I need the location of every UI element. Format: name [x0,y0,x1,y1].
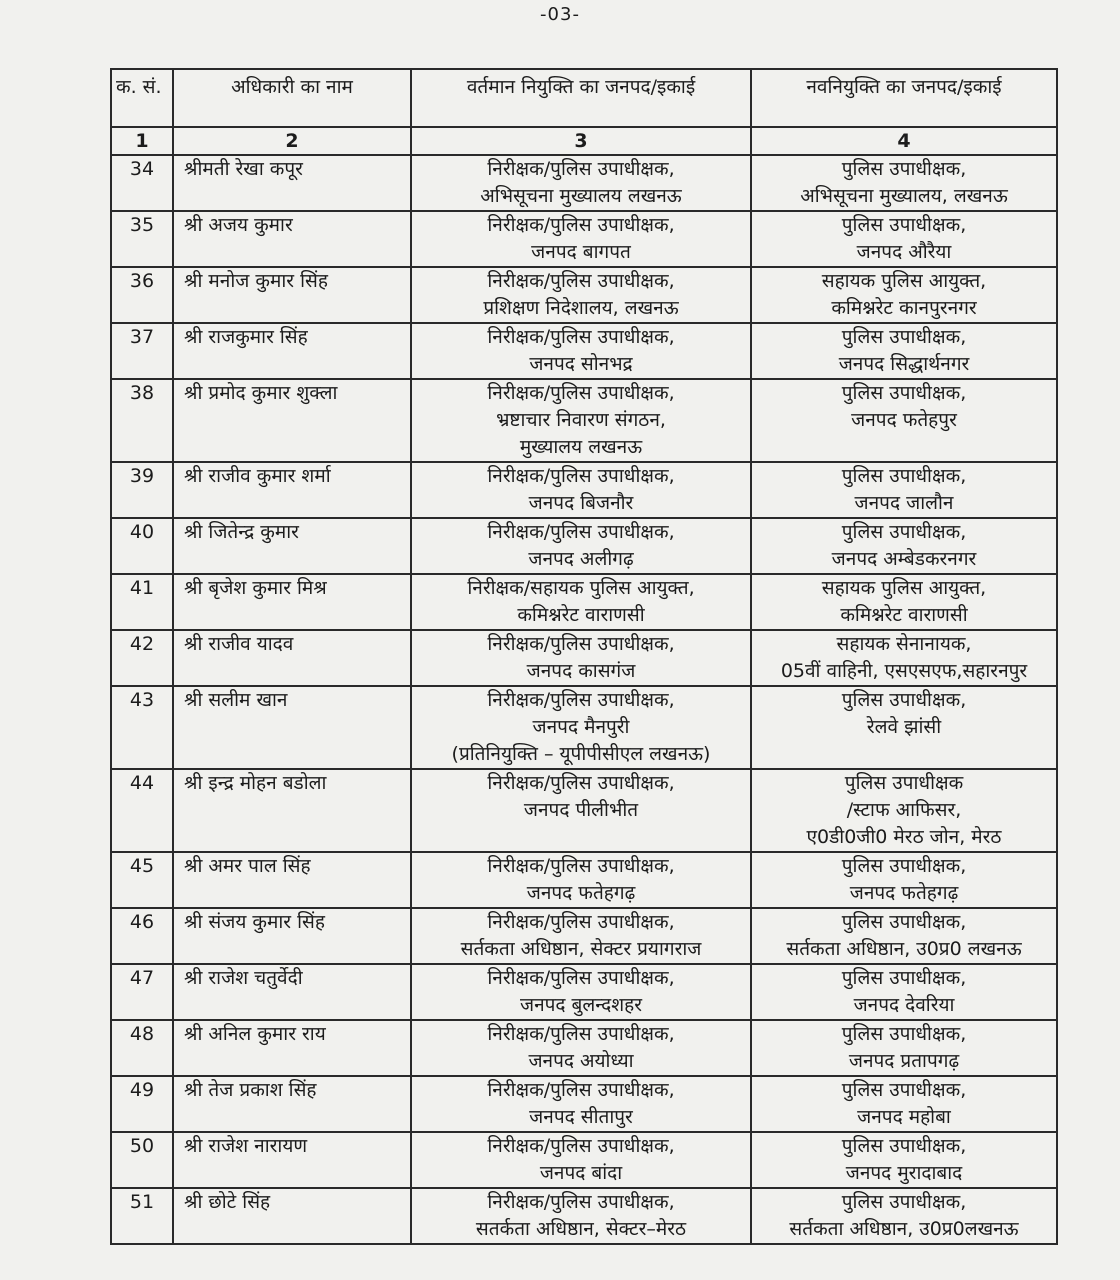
serial-number-cell: 51 [111,1188,173,1244]
current-posting-line: सतर्कता अधिष्ठान, सेक्टर–मेरठ [475,1218,687,1240]
column-number-row [111,127,1057,155]
new-posting-cell [751,1132,1057,1188]
new-posting-line: पुलिस उपाधीक्षक [844,772,964,794]
current-posting-cell [411,518,751,574]
officer-name-cell: श्री छोटे सिंह [173,1188,411,1244]
current-posting-cell [411,630,751,686]
header-serial-number: क. सं. [111,69,173,127]
table-row [111,908,1057,964]
new-posting-line: जनपद अम्बेडकरनगर [831,548,977,570]
new-posting-line: जनपद फतेहगढ़ [849,882,959,904]
current-posting-cell [411,686,751,769]
current-posting-line: सर्तकता अधिष्ठान, सेक्टर प्रयागराज [460,938,702,960]
current-posting-cell [411,769,751,852]
officer-name-cell: श्री राजीव कुमार शर्मा [173,462,411,518]
new-posting-cell [751,630,1057,686]
new-posting-line: सहायक सेनानायक, [836,633,972,655]
serial-number-cell: 43 [111,686,173,769]
new-posting-line: सर्तकता अधिष्ठान, उ0प्र0लखनऊ [789,1218,1019,1240]
serial-number-cell: 35 [111,211,173,267]
new-posting-line: पुलिस उपाधीक्षक, [841,521,967,543]
officer-name-cell: श्री राजकुमार सिंह [173,323,411,379]
serial-number-cell: 39 [111,462,173,518]
current-posting-line: जनपद अलीगढ़ [528,548,634,570]
new-posting-line: पुलिस उपाधीक्षक, [841,214,967,236]
current-posting-line: जनपद बिजनौर [528,492,634,514]
new-posting-cell [751,1020,1057,1076]
new-posting-cell [751,323,1057,379]
header-new-posting: नवनियुक्ति का जनपद/इकाई [751,69,1057,127]
new-posting-line: पुलिस उपाधीक्षक, [841,855,967,877]
current-posting-cell [411,1132,751,1188]
table-row [111,155,1057,211]
new-posting-line: पुलिस उपाधीक्षक, [841,1079,967,1101]
current-posting-cell [411,323,751,379]
new-posting-line: पुलिस उपाधीक्षक, [841,967,967,989]
current-posting-line: निरीक्षक/पुलिस उपाधीक्षक, [487,158,675,180]
current-posting-line: निरीक्षक/पुलिस उपाधीक्षक, [487,1023,675,1045]
current-posting-line: निरीक्षक/पुलिस उपाधीक्षक, [487,855,675,877]
officer-name-cell: श्री मनोज कुमार सिंह [173,267,411,323]
table-row [111,1132,1057,1188]
table-row [111,630,1057,686]
new-posting-line: जनपद सिद्धार्थनगर [838,353,970,375]
serial-number-cell: 50 [111,1132,173,1188]
new-posting-cell [751,379,1057,462]
serial-number-cell: 41 [111,574,173,630]
new-posting-line: कमिश्नरेट वाराणसी [840,604,968,626]
current-posting-line: जनपद बागपत [531,241,631,263]
new-posting-line: जनपद फतेहपुर [851,409,957,431]
serial-number-cell: 48 [111,1020,173,1076]
column-number: 4 [751,127,1057,155]
current-posting-line: निरीक्षक/पुलिस उपाधीक्षक, [487,214,675,236]
officer-name-cell: श्री जितेन्द्र कुमार [173,518,411,574]
current-posting-cell [411,574,751,630]
serial-number-cell: 47 [111,964,173,1020]
table-row [111,1188,1057,1244]
current-posting-line: कमिश्नरेट वाराणसी [517,604,645,626]
new-posting-cell [751,462,1057,518]
table-row [111,323,1057,379]
current-posting-cell [411,1076,751,1132]
new-posting-line: पुलिस उपाधीक्षक, [841,382,967,404]
current-posting-cell [411,462,751,518]
current-posting-line: निरीक्षक/पुलिस उपाधीक्षक, [487,382,675,404]
current-posting-cell [411,155,751,211]
serial-number-cell: 34 [111,155,173,211]
column-number: 3 [411,127,751,155]
current-posting-cell [411,1188,751,1244]
current-posting-line: (प्रतिनियुक्ति – यूपीपीसीएल लखनऊ) [451,743,711,765]
table-row [111,574,1057,630]
officer-name-cell: श्री अजय कुमार [173,211,411,267]
header-current-posting: वर्तमान नियुक्ति का जनपद/इकाई [411,69,751,127]
current-posting-cell [411,852,751,908]
new-posting-line: पुलिस उपाधीक्षक, [841,1023,967,1045]
page-number: -03- [540,4,580,25]
serial-number-cell: 45 [111,852,173,908]
officer-name-cell: श्री इन्द्र मोहन बडोला [173,769,411,852]
table-row [111,1076,1057,1132]
new-posting-line: सहायक पुलिस आयुक्त, [821,577,987,599]
current-posting-line: निरीक्षक/पुलिस उपाधीक्षक, [487,465,675,487]
current-posting-line: जनपद सोनभद्र [529,353,633,375]
current-posting-line: निरीक्षक/पुलिस उपाधीक्षक, [487,633,675,655]
current-posting-cell [411,211,751,267]
new-posting-line: पुलिस उपाधीक्षक, [841,158,967,180]
officer-name-cell: श्री प्रमोद कुमार शुक्ला [173,379,411,462]
officer-name-cell: श्री अनिल कुमार राय [173,1020,411,1076]
current-posting-line: निरीक्षक/सहायक पुलिस आयुक्त, [467,577,695,599]
officer-name-cell: श्री राजीव यादव [173,630,411,686]
new-posting-line: पुलिस उपाधीक्षक, [841,1135,967,1157]
new-posting-line: सर्तकता अधिष्ठान, उ0प्र0 लखनऊ [786,938,1022,960]
officer-name-cell: श्री बृजेश कुमार मिश्र [173,574,411,630]
current-posting-line: अभिसूचना मुख्यालय लखनऊ [480,185,682,207]
officer-name-cell: श्री तेज प्रकाश सिंह [173,1076,411,1132]
new-posting-line: 05वीं वाहिनी, एसएसएफ,सहारनपुर [780,660,1028,682]
table-row [111,518,1057,574]
serial-number-cell: 40 [111,518,173,574]
current-posting-line: निरीक्षक/पुलिस उपाधीक्षक, [487,772,675,794]
new-posting-line: ए0डी0जी0 मेरठ जोन, मेरठ [806,826,1002,848]
current-posting-line: निरीक्षक/पुलिस उपाधीक्षक, [487,967,675,989]
current-posting-cell [411,267,751,323]
current-posting-line: जनपद पीलीभीत [523,799,639,821]
table-row [111,267,1057,323]
new-posting-cell [751,852,1057,908]
current-posting-line: मुख्यालय लखनऊ [519,436,643,458]
table-row [111,211,1057,267]
transfer-table [110,68,1058,1245]
officer-name-cell: श्री अमर पाल सिंह [173,852,411,908]
table-row [111,964,1057,1020]
serial-number-cell: 36 [111,267,173,323]
current-posting-line: निरीक्षक/पुलिस उपाधीक्षक, [487,1079,675,1101]
new-posting-cell [751,267,1057,323]
officer-name-cell: श्री राजेश नारायण [173,1132,411,1188]
current-posting-line: जनपद कासगंज [526,660,636,682]
new-posting-cell [751,518,1057,574]
current-posting-line: जनपद मैनपुरी [532,716,630,738]
new-posting-line: जनपद देवरिया [853,994,955,1016]
new-posting-line: अभिसूचना मुख्यालय, लखनऊ [800,185,1008,207]
table-row [111,379,1057,462]
new-posting-cell [751,686,1057,769]
officer-name-cell: श्री राजेश चतुर्वेदी [173,964,411,1020]
serial-number-cell: 42 [111,630,173,686]
header-officer-name: अधिकारी का नाम [173,69,411,127]
current-posting-cell [411,1020,751,1076]
new-posting-line: जनपद मुरादाबाद [845,1162,963,1184]
table-body [111,155,1057,1244]
current-posting-line: निरीक्षक/पुलिस उपाधीक्षक, [487,689,675,711]
current-posting-line: जनपद बांदा [539,1162,623,1184]
serial-number-cell: 46 [111,908,173,964]
serial-number-cell: 44 [111,769,173,852]
current-posting-line: निरीक्षक/पुलिस उपाधीक्षक, [487,521,675,543]
serial-number-cell: 49 [111,1076,173,1132]
current-posting-line: निरीक्षक/पुलिस उपाधीक्षक, [487,1135,675,1157]
serial-number-cell: 37 [111,323,173,379]
new-posting-line: पुलिस उपाधीक्षक, [841,1191,967,1213]
new-posting-line: जनपद प्रतापगढ़ [848,1050,960,1072]
header-row [111,69,1057,127]
new-posting-line: पुलिस उपाधीक्षक, [841,465,967,487]
current-posting-cell [411,964,751,1020]
current-posting-line: निरीक्षक/पुलिस उपाधीक्षक, [487,911,675,933]
current-posting-cell [411,379,751,462]
table-row [111,769,1057,852]
new-posting-line: जनपद महोबा [857,1106,951,1128]
new-posting-cell [751,155,1057,211]
new-posting-line: पुलिस उपाधीक्षक, [841,911,967,933]
current-posting-line: जनपद सीतापुर [529,1106,633,1128]
current-posting-line: निरीक्षक/पुलिस उपाधीक्षक, [487,270,675,292]
current-posting-line: प्रशिक्षण निदेशालय, लखनऊ [483,297,679,319]
new-posting-cell [751,211,1057,267]
new-posting-line: पुलिस उपाधीक्षक, [841,689,967,711]
new-posting-cell [751,1188,1057,1244]
column-number: 2 [173,127,411,155]
officer-name-cell: श्रीमती रेखा कपूर [173,155,411,211]
new-posting-cell [751,574,1057,630]
new-posting-cell [751,769,1057,852]
current-posting-line: जनपद अयोध्या [528,1050,634,1072]
table-row [111,1020,1057,1076]
table-row [111,686,1057,769]
current-posting-cell [411,908,751,964]
serial-number-cell: 38 [111,379,173,462]
current-posting-line: निरीक्षक/पुलिस उपाधीक्षक, [487,326,675,348]
new-posting-cell [751,1076,1057,1132]
current-posting-line: जनपद फतेहगढ़ [526,882,636,904]
new-posting-line: रेलवे झांसी [866,716,942,738]
new-posting-line: जनपद जालौन [854,492,954,514]
current-posting-line: जनपद बुलन्दशहर [519,994,643,1016]
table-row [111,462,1057,518]
table-row [111,852,1057,908]
officer-name-cell: श्री संजय कुमार सिंह [173,908,411,964]
new-posting-line: /स्टाफ आफिसर, [846,799,962,821]
column-number: 1 [111,127,173,155]
new-posting-line: कमिश्नरेट कानपुरनगर [831,297,977,319]
officer-name-cell: श्री सलीम खान [173,686,411,769]
new-posting-cell [751,964,1057,1020]
new-posting-line: पुलिस उपाधीक्षक, [841,326,967,348]
new-posting-line: सहायक पुलिस आयुक्त, [821,270,987,292]
current-posting-line: भ्रष्टाचार निवारण संगठन, [496,409,666,431]
new-posting-line: जनपद औरैया [856,241,952,263]
current-posting-line: निरीक्षक/पुलिस उपाधीक्षक, [487,1191,675,1213]
new-posting-cell [751,908,1057,964]
